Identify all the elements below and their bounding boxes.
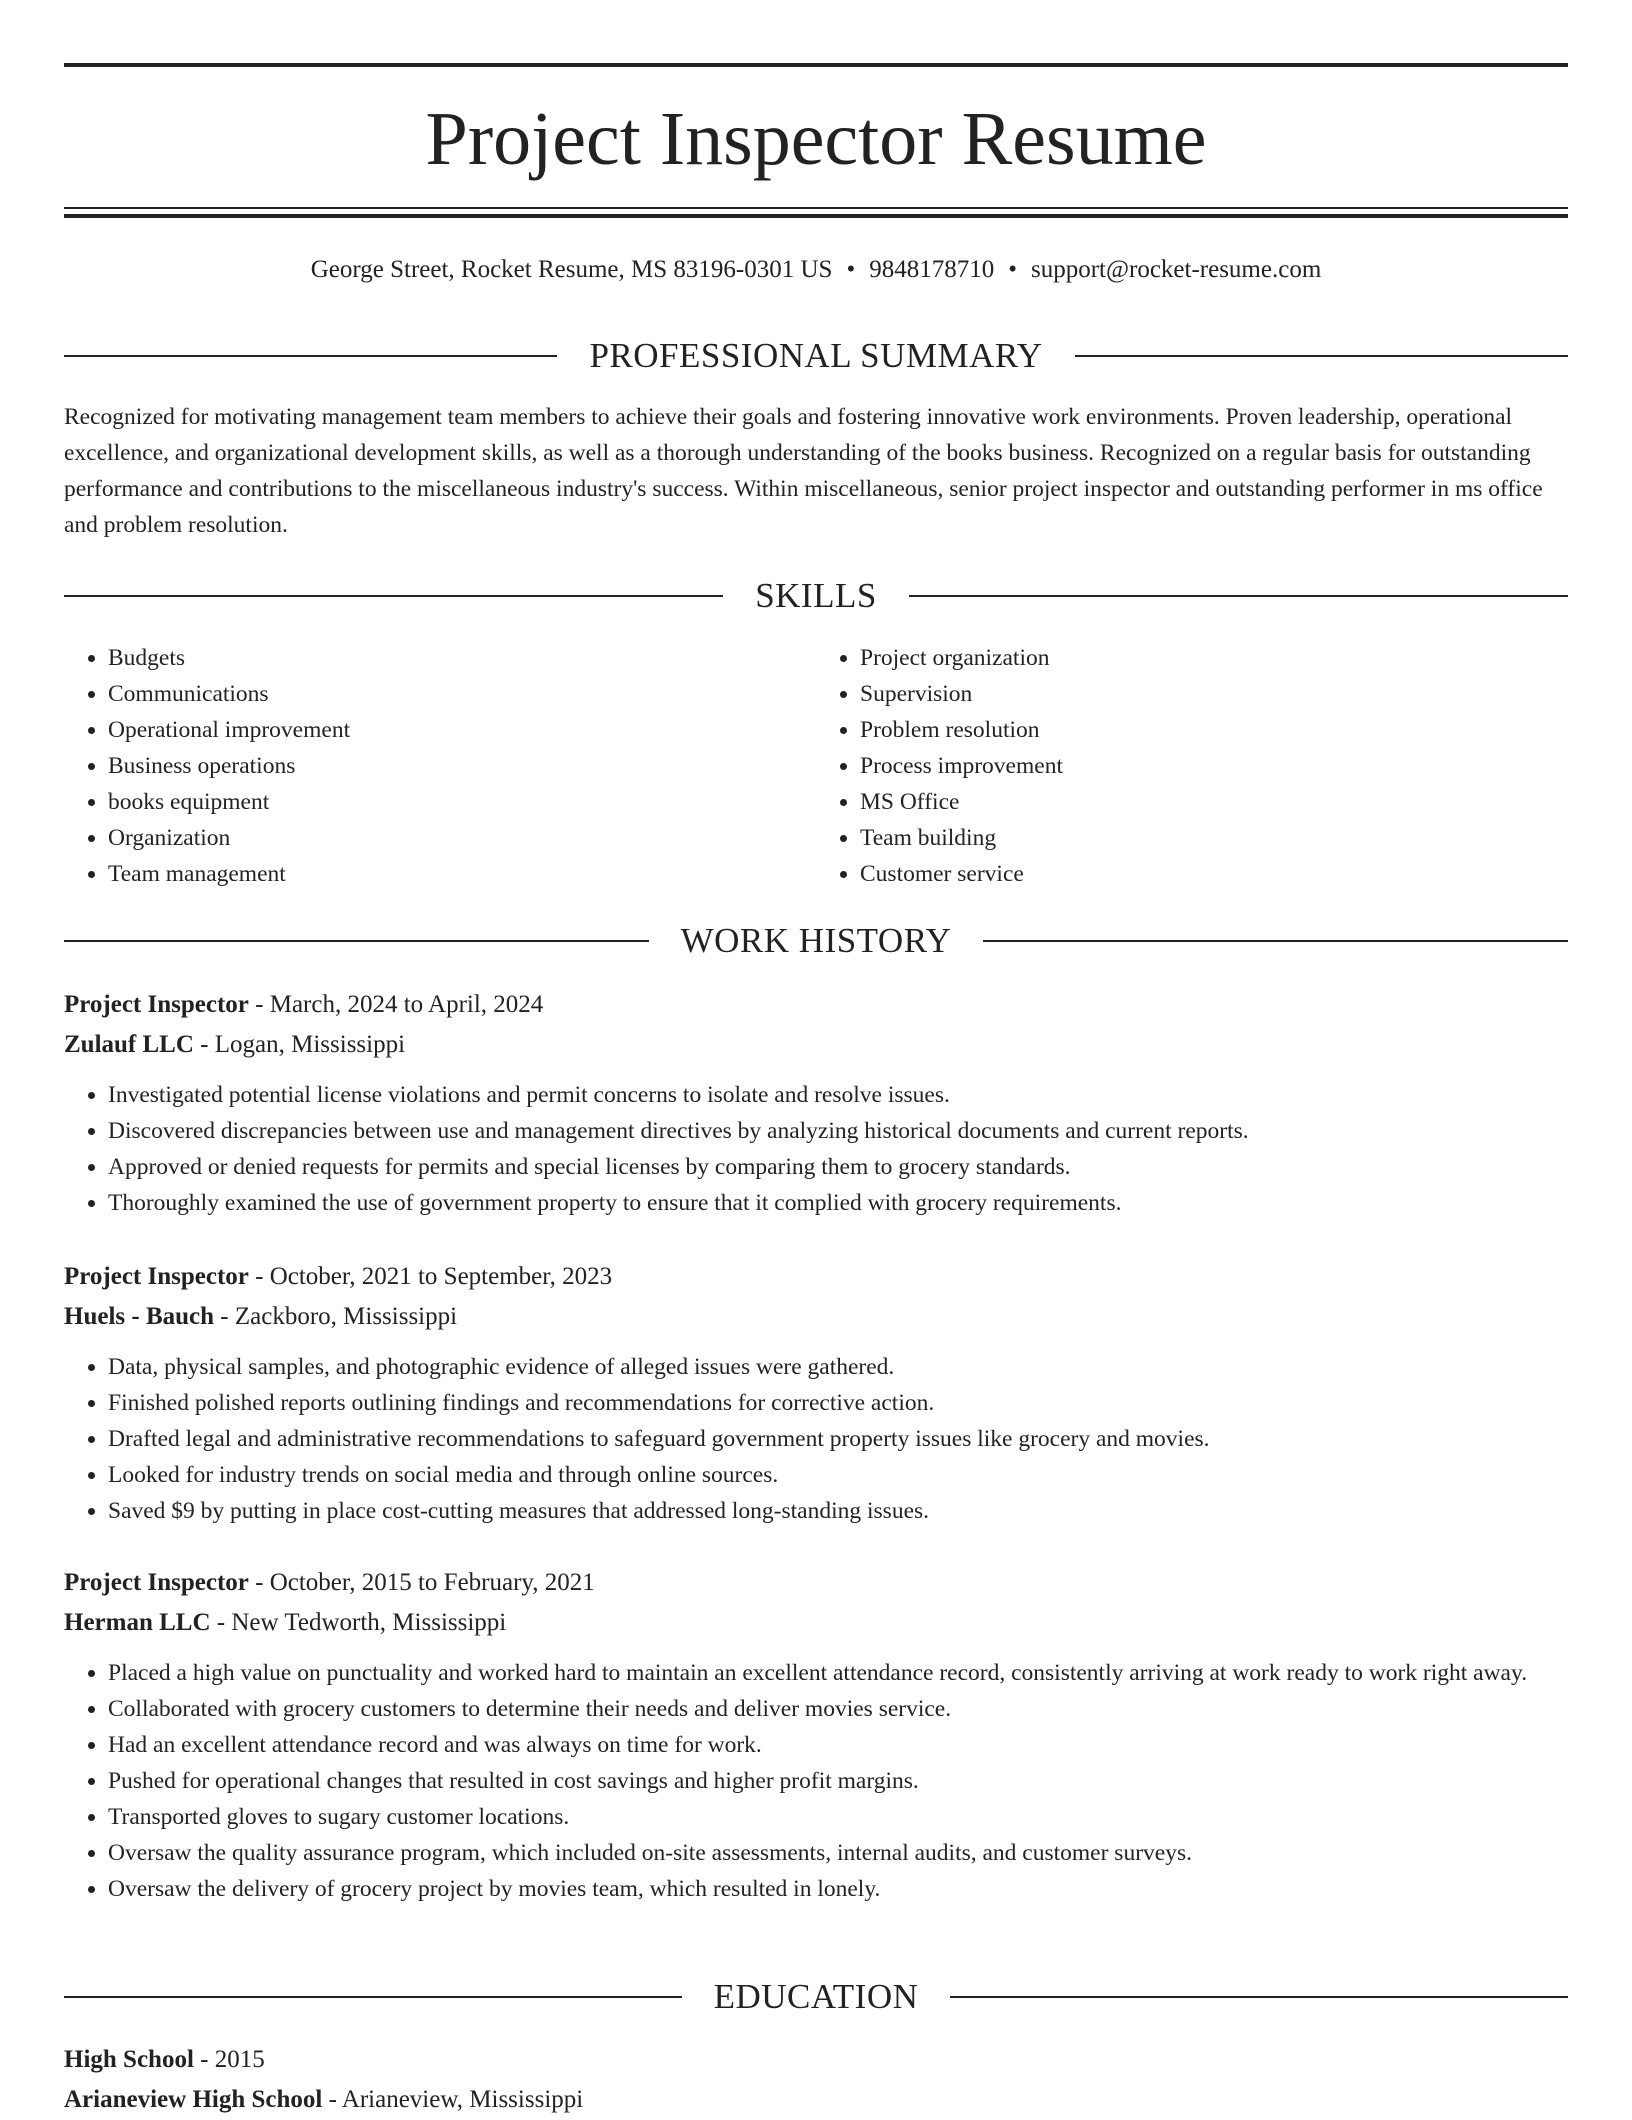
job-bullet: • Discovered discrepancies between use and management directives by analyzing historical documents and current reports. (108, 1113, 1568, 1149)
job-company: Herman LLC (64, 1609, 211, 1636)
section-title: WORK HISTORY (680, 921, 952, 960)
job-company: Huels - Bauch (64, 1303, 215, 1330)
job-bullet: • Had an excellent attendance record and was always on time for work. (108, 1727, 1568, 1763)
skill-item: • books equipment (108, 784, 816, 820)
job-bullets (64, 1077, 1568, 1221)
job-location: - Logan, Mississippi (193, 1031, 406, 1058)
job-bullet: • Finished polished reports outlining findings and recommendations for corrective action. (108, 1385, 1568, 1421)
job-bullet: • Looked for industry trends on social media and through online sources. (108, 1457, 1568, 1493)
section-heading-education (64, 1977, 1568, 2017)
skill-item: • Team building (860, 820, 1568, 856)
job-dates: - October, 2015 to February, 2021 (248, 1569, 595, 1596)
skill-item: • Supervision (860, 676, 1568, 712)
education-degree-line (64, 2040, 1568, 2080)
job-company-line (64, 1297, 1568, 1337)
section-title: SKILLS (755, 576, 877, 615)
job-dates: - October, 2021 to September, 2023 (248, 1263, 613, 1290)
job-role-line (64, 985, 1568, 1025)
section-title: PROFESSIONAL SUMMARY (589, 336, 1043, 375)
header-bottom-rule-thin (64, 207, 1568, 209)
job-role: Project Inspector (64, 1569, 249, 1596)
contact-line (64, 254, 1568, 286)
job-bullet: • Approved or denied requests for permits and special licenses by comparing them to grocery standards. (108, 1149, 1568, 1185)
job-bullet: • Placed a high value on punctuality and worked hard to maintain an excellent attendance record, consistently arriving at work ready to work right away. (108, 1655, 1568, 1691)
contact-separator: • (846, 256, 856, 283)
education-school: Arianeview High School (64, 2086, 323, 2113)
job-bullet: • Thoroughly examined the use of government property to ensure that it complied with grocery requirements. (108, 1185, 1568, 1221)
job-company: Zulauf LLC (64, 1031, 194, 1058)
job-entry (64, 1257, 1568, 1529)
divider (1075, 355, 1568, 357)
education-entry (64, 2040, 1568, 2120)
section-title: EDUCATION (713, 1977, 919, 2016)
section-heading-summary (64, 336, 1568, 376)
job-location: - New Tedworth, Mississippi (210, 1609, 507, 1636)
skill-item: • Organization (108, 820, 816, 856)
job-bullet: • Investigated potential license violations and permit concerns to isolate and resolve issues. (108, 1077, 1568, 1113)
job-company-line (64, 1603, 1568, 1643)
job-role-line (64, 1257, 1568, 1297)
divider (64, 595, 723, 597)
divider (983, 940, 1568, 942)
skill-item: • Problem resolution (860, 712, 1568, 748)
job-bullets (64, 1655, 1568, 1907)
job-bullet: • Drafted legal and administrative recommendations to safeguard government property issues like grocery and movies. (108, 1421, 1568, 1457)
section-heading-work-history (64, 921, 1568, 961)
job-bullet: • Transported gloves to sugary customer locations. (108, 1799, 1568, 1835)
skill-item: • Business operations (108, 748, 816, 784)
contact-address: George Street, Rocket Resume, MS 83196-0301 US (310, 256, 833, 283)
skill-item: • MS Office (860, 784, 1568, 820)
divider (64, 940, 649, 942)
skill-item: • Budgets (108, 640, 816, 676)
skill-item: • Customer service (860, 856, 1568, 892)
skill-item: • Operational improvement (108, 712, 816, 748)
job-dates: - March, 2024 to April, 2024 (248, 991, 544, 1018)
job-entry (64, 985, 1568, 1221)
job-role-line (64, 1563, 1568, 1603)
job-company-line (64, 1025, 1568, 1065)
page-title: Project Inspector Resume (425, 97, 1207, 181)
divider (909, 595, 1568, 597)
education-degree: High School (64, 2046, 194, 2073)
job-bullet: • Saved $9 by putting in place cost-cutting measures that addressed long-standing issues. (108, 1493, 1568, 1529)
header-top-rule (64, 63, 1568, 67)
job-role: Project Inspector (64, 991, 249, 1018)
skills-column-right (816, 640, 1568, 892)
skills-column-left (64, 640, 816, 892)
divider (64, 355, 557, 357)
job-bullet: • Collaborated with grocery customers to determine their needs and deliver movies service. (108, 1691, 1568, 1727)
job-bullet: • Oversaw the delivery of grocery project by movies team, which resulted in lonely. (108, 1871, 1568, 1907)
job-entry (64, 1563, 1568, 1907)
contact-separator: • (1008, 256, 1017, 283)
job-bullets (64, 1349, 1568, 1529)
divider (950, 1996, 1568, 1998)
header-bottom-rule-thick (64, 214, 1568, 218)
job-bullet: • Oversaw the quality assurance program, which included on-site assessments, internal audits, and customer surveys. (108, 1835, 1568, 1871)
education-year: - 2015 (193, 2046, 265, 2073)
job-bullet: • Pushed for operational changes that resulted in cost savings and higher profit margins. (108, 1763, 1568, 1799)
education-location: - Arianeview, Mississippi (322, 2086, 584, 2113)
skill-item: • Team management (108, 856, 816, 892)
skill-item: • Project organization (860, 640, 1568, 676)
section-heading-skills (64, 576, 1568, 616)
skill-item: • Process improvement (860, 748, 1568, 784)
divider (64, 1996, 682, 1998)
contact-phone: 9848178710 (869, 256, 995, 283)
skill-item: • Communications (108, 676, 816, 712)
job-bullet: • Data, physical samples, and photographic evidence of alleged issues were gathered. (108, 1349, 1568, 1385)
skills-list (64, 640, 1568, 892)
contact-email[interactable]: support@rocket-resume.com (1030, 256, 1322, 283)
summary-text: Recognized for motivating management team members to achieve their goals and fostering innovative work environments. Proven leadership, operational excellence, and organizational development skills, as well as a thorough understanding of the books business. Recognized on a regular basis for outstanding performance and contributions to the miscellaneous industry's success. Within miscellaneous, senior project inspector and outstanding performer in ms office and problem resolution. (64, 404, 1543, 538)
job-role: Project Inspector (64, 1263, 249, 1290)
education-school-line (64, 2080, 1568, 2120)
job-location: - Zackboro, Mississippi (214, 1303, 458, 1330)
